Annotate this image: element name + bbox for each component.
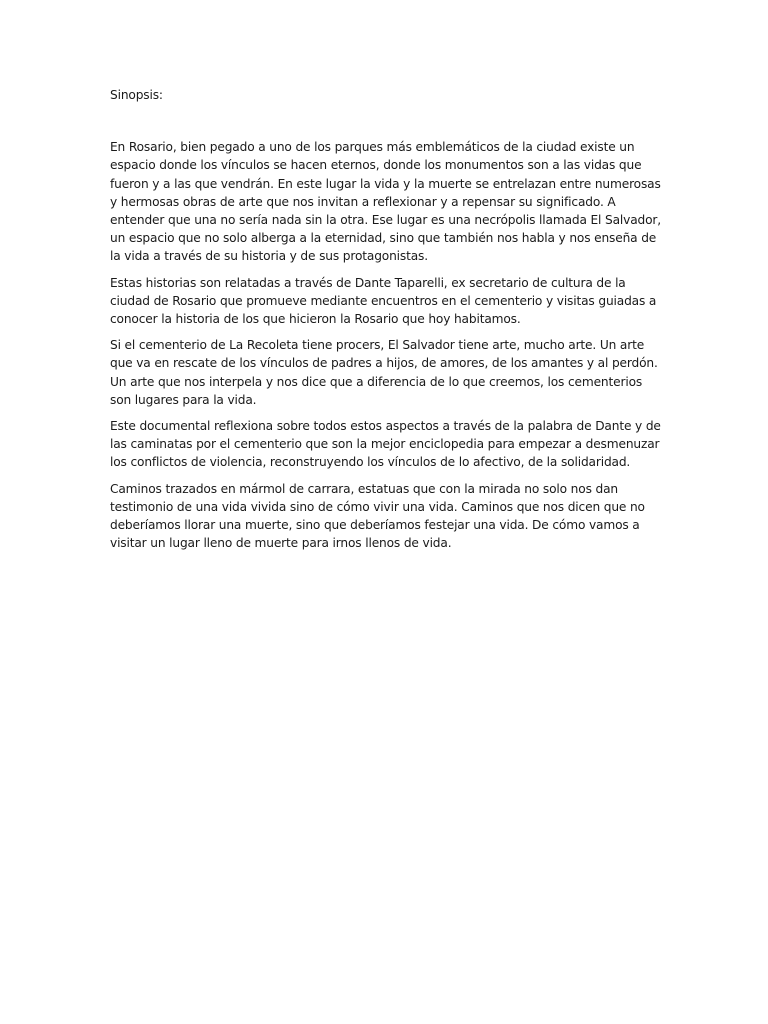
paragraph-5: Caminos trazados en mármol de carrara, estatuas que con la mirada no solo nos dan testimonio de una vida vivida sino de cómo vivir una vida. Caminos que nos dicen que no deberíamos llorar una muerte, sino que deberíamos festejar una vida. De cómo vamos a visitar un lugar lleno de muerte para irnos llenos de vida. [110, 481, 645, 551]
paragraph-4: Este documental reflexiona sobre todos estos aspectos a través de la palabra de Dante y de las caminatas por el cementerio que son la mejor enciclopedia para empezar a desmenuzar los conflictos de violencia, reconstruyendo los vínculos de lo afectivo, de la solidaridad. [110, 419, 661, 470]
paragraph-2: Estas historias son relatadas a través de Dante Taparelli, ex secretario de cultura de la ciudad de Rosario que promueve mediante encuentros en el cementerio y visitas guiadas a conocer la historia de los que hicieron la Rosario que hoy habitamos. [110, 275, 657, 327]
paragraph-1: En Rosario, bien pegado a uno de los parques más emblemáticos de la ciudad existe un espacio donde los vínculos se hacen eternos, donde los monumentos son a las vidas que fueron y a las que vendrán. En este lugar la vida y la muerte se entrelazan entre numerosas y hermosas obras de arte que nos invitan a reflexionar y a repensar su significado. A entender que una no sería nada sin la otra. Ese lugar es una necrópolis llamada El Salvador, un espacio que no solo alberga a la eternidad, sino que también nos habla y nos enseña de la vida a través de su historia y de sus protagonistas. [110, 140, 662, 264]
document-body [110, 86, 662, 560]
document-heading: Sinopsis: [110, 88, 163, 102]
paragraph-3: Si el cementerio de La Recoleta tiene procers, El Salvador tiene arte, mucho arte. Un arte que va en rescate de los vínculos de padres a hijos, de amores, de los amantes y al perdón. Un arte que nos interpela y nos dice que a diferencia de lo que creemos, los cementerios son lugares para la vida. [110, 338, 658, 407]
